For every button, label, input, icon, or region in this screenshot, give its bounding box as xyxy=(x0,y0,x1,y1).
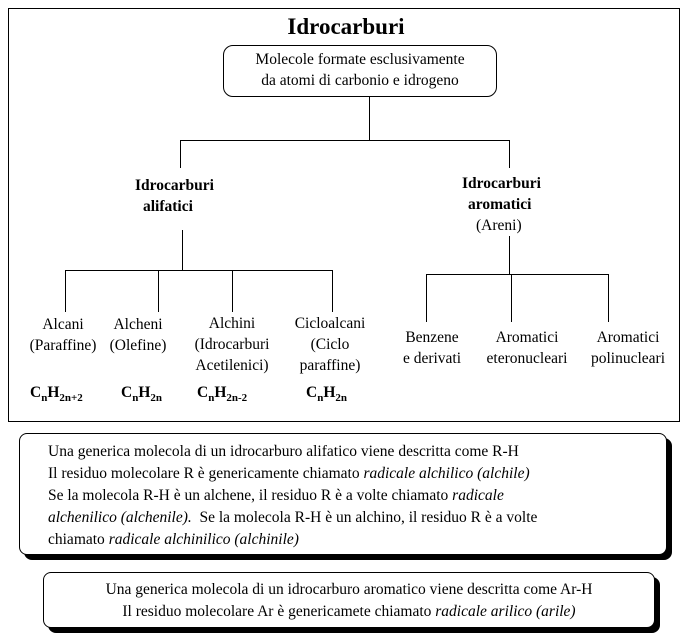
formula-c: C xyxy=(306,384,318,401)
note-italic: radicale arilico (arile) xyxy=(435,603,576,620)
formula-alcani xyxy=(30,384,83,404)
leaf-label: paraffine) xyxy=(299,357,361,374)
connector xyxy=(232,270,233,312)
node-aromatic-line-2: aromatici xyxy=(468,196,532,213)
leaf-alchini xyxy=(180,313,284,376)
formula-h: H xyxy=(214,384,227,401)
note-text: Se la molecola R-H è un alchene, il residuo R è a volte chiamato xyxy=(48,487,453,504)
connector xyxy=(65,270,66,312)
connector xyxy=(158,270,159,312)
node-aromatic-line-3: (Areni) xyxy=(476,217,522,234)
formula-h: H xyxy=(323,384,336,401)
formula-c: C xyxy=(197,384,209,401)
formula-cicloalcani xyxy=(306,384,347,404)
note-aromatic xyxy=(43,572,655,628)
note-line xyxy=(44,601,654,623)
formula-c: C xyxy=(30,384,42,401)
diagram-title: Idrocarburi xyxy=(287,14,405,39)
formula-h-sub: 2n+2 xyxy=(59,392,83,405)
node-aliphatic-line-1: Idrocarburi xyxy=(135,177,214,194)
leaf-label: eteronucleari xyxy=(486,350,568,367)
note-line xyxy=(48,507,666,529)
connector xyxy=(369,97,370,140)
note-text: Il residuo molecolare R è genericamente chiamato xyxy=(48,465,364,482)
definition-box xyxy=(223,45,497,97)
note-text: Il residuo molecolare Ar è genericamete chiamato xyxy=(122,603,436,620)
node-aliphatic xyxy=(135,175,214,217)
leaf-label: Aromatici xyxy=(596,329,660,346)
leaf-label: Cicloalcani xyxy=(294,315,366,332)
connector xyxy=(65,270,333,271)
formula-h-sub: 2n xyxy=(150,392,163,405)
formula-alcheni xyxy=(121,384,162,404)
formula-alchini xyxy=(197,384,247,404)
node-aromatic-line-1: Idrocarburi xyxy=(462,175,541,192)
note-line: Una generica molecola di un idrocarburo alifatico viene descritta come R-H xyxy=(48,443,519,460)
formula-c-sub: n xyxy=(208,392,215,405)
leaf-benzene xyxy=(388,327,476,369)
leaf-label: polinucleari xyxy=(590,350,666,367)
leaf-label: (Ciclo xyxy=(310,336,350,353)
connector xyxy=(426,274,609,275)
leaf-label: Acetilenici) xyxy=(195,357,269,374)
definition-line-1: Molecole formate esclusivamente xyxy=(255,51,465,68)
node-aliphatic-line-2: alifatici xyxy=(143,198,193,215)
formula-c-sub: n xyxy=(317,392,324,405)
formula-h: H xyxy=(47,384,60,401)
note-line xyxy=(48,485,666,507)
connector xyxy=(509,140,510,168)
note-aliphatic xyxy=(19,433,667,555)
leaf-label: Benzene xyxy=(405,329,459,346)
formula-h-sub: 2n xyxy=(335,392,348,405)
leaf-label: Alcani xyxy=(42,316,84,333)
note-italic: alchenilico (alchenile). xyxy=(48,509,192,526)
note-text: chiamato xyxy=(48,531,109,548)
note-line: Una generica molecola di un idrocarburo aromatico viene descritta come Ar-H xyxy=(105,581,593,598)
note-italic: radicale xyxy=(452,487,504,504)
connector xyxy=(426,274,427,322)
connector xyxy=(608,274,609,322)
leaf-label: e derivati xyxy=(402,350,462,367)
connector xyxy=(180,140,181,168)
leaf-alcani xyxy=(12,314,114,356)
leaf-eteronucleari xyxy=(474,327,580,369)
leaf-label: Aromatici xyxy=(495,329,559,346)
note-text: Se la molecola R-H è un alchino, il residuo R è a volte xyxy=(191,509,538,526)
leaf-label: (Olefine) xyxy=(109,337,167,354)
note-italic: radicale alchinilico (alchinile) xyxy=(108,531,299,548)
formula-c: C xyxy=(121,384,133,401)
connector xyxy=(511,274,512,322)
leaf-label: Alchini xyxy=(208,315,256,332)
connector xyxy=(182,230,183,270)
definition-line-2: da atomi di carbonio e idrogeno xyxy=(261,72,459,89)
connector xyxy=(180,140,510,141)
leaf-cicloalcani xyxy=(278,313,382,376)
connector xyxy=(509,236,510,274)
leaf-polinucleari xyxy=(578,327,678,369)
connector xyxy=(332,270,333,312)
note-line xyxy=(48,463,666,485)
formula-c-sub: n xyxy=(132,392,139,405)
formula-h-sub: 2n-2 xyxy=(226,392,248,405)
leaf-label: Alcheni xyxy=(113,316,163,333)
leaf-alcheni xyxy=(100,314,176,356)
leaf-label: (Paraffine) xyxy=(29,337,97,354)
formula-c-sub: n xyxy=(41,392,48,405)
note-italic: radicale alchilico (alchile) xyxy=(363,465,530,482)
leaf-label: (Idrocarburi xyxy=(194,336,270,353)
node-aromatic xyxy=(462,173,541,236)
note-line xyxy=(48,529,666,551)
formula-h: H xyxy=(138,384,151,401)
